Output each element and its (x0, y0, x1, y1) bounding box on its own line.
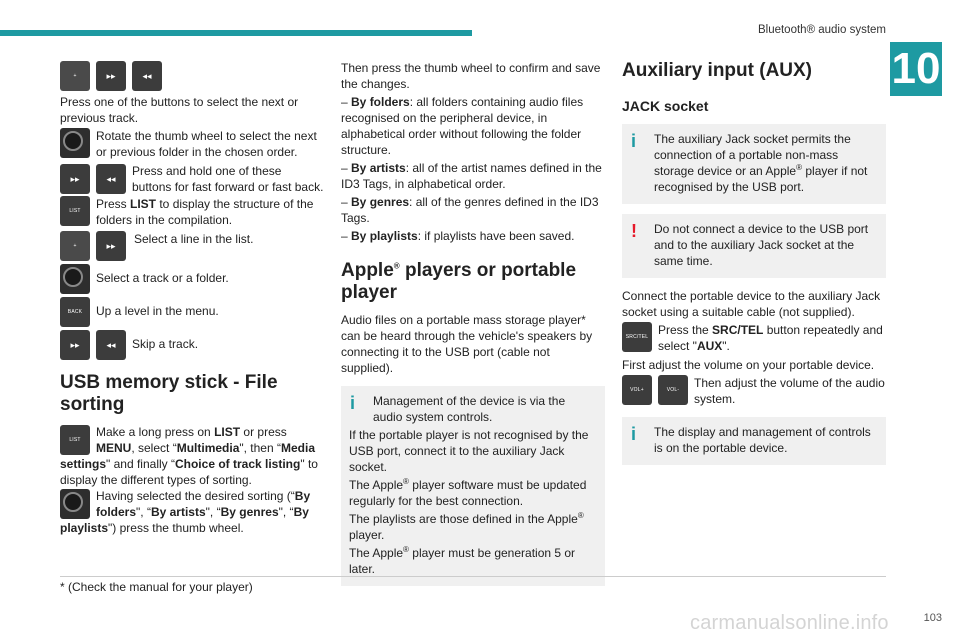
instruction-row (60, 196, 324, 228)
list-item: – By folders: all folders containing audio files recognised on the peripheral device, in alphabetical order without following the folder structure. (341, 95, 584, 157)
column-3 (622, 60, 886, 475)
footnote: * (Check the manual for your player) (60, 580, 253, 594)
paragraph: First adjust the volume on your portable device. (622, 358, 875, 372)
paragraph: Audio files on a portable mass storage player* can be heard through the vehicle's speakers by connecting it to the USB port (cable not supplied). (341, 313, 593, 375)
next-track-icon: ▸▸ (60, 164, 90, 194)
thumb-wheel-icon (60, 264, 90, 294)
info-icon: i (631, 424, 637, 444)
info-icon: i (350, 393, 356, 413)
paragraph: Connect the portable device to the auxiliary Jack socket using a suitable cable (not supplied). (622, 289, 881, 319)
volume-down-icon (658, 375, 688, 405)
volume-up-icon (622, 375, 652, 405)
back-button-label: BACK (67, 309, 83, 315)
info-text: The display and management of controls is on the portable device. (654, 425, 871, 455)
instruction-row (60, 264, 324, 294)
instruction-row (60, 330, 324, 360)
paragraph: Then press the thumb wheel to confirm and save the changes. (341, 61, 601, 91)
info-box (622, 124, 886, 204)
previous-track-icon: ◂◂ (96, 330, 126, 360)
footer-divider (60, 576, 886, 577)
next-track-icon: ▸▸ (60, 330, 90, 360)
subheading-jack: JACK socket (622, 98, 709, 114)
next-track-icon: ▸▸ (96, 231, 126, 261)
thumb-wheel-icon (60, 489, 90, 519)
volume-down-label: VOL- (666, 387, 680, 393)
info-text: The Apple® player must be generation 5 or later. (349, 545, 576, 576)
warning-text: Do not connect a device to the USB port and to the auxiliary Jack socket at the same time. (654, 222, 869, 268)
heading-usb-sorting: USB memory stick - File sorting (60, 372, 278, 415)
paragraph: Press one of the buttons to select the next or previous track. (60, 95, 299, 125)
instruction-row (60, 424, 324, 488)
instruction-row (60, 231, 324, 261)
instruction-row (60, 163, 324, 195)
info-text: The playlists are those defined in the Apple® player. (349, 511, 584, 542)
next-track-icon: ▸▸ (96, 61, 126, 91)
thumb-wheel-plus-icon: + (60, 61, 90, 91)
instruction-row (60, 488, 324, 536)
info-icon: i (631, 131, 637, 151)
src-tel-button-label: SRC/TEL (625, 334, 649, 340)
instruction-row (622, 322, 886, 354)
header-accent-bar (0, 30, 472, 36)
src-tel-button-icon (622, 322, 652, 352)
warning-icon: ! (631, 221, 637, 241)
page-number: 103 (923, 612, 942, 624)
instruction-text: Select a line in the list. (134, 232, 254, 246)
instruction-text: Select a track or a folder. (96, 271, 229, 285)
list-button-label: LIST (69, 437, 81, 443)
instruction-text: Make a long press on LIST or press MENU, select “Multimedia", then “Media settings" and finally “Choice of track listing" to display the different types of sorting. (60, 425, 318, 487)
list-item: – By artists: all of the artist names defined in the ID3 Tags, in alphabetical order. (341, 161, 602, 191)
chapter-number-badge: 10 (890, 42, 942, 96)
instruction-text: Up a level in the menu. (96, 304, 219, 318)
section-title: Bluetooth® audio system (757, 24, 886, 36)
column-2 (341, 60, 605, 596)
instruction-text: Press the SRC/TEL button repeatedly and select "AUX". (658, 323, 883, 353)
column-1 (60, 60, 324, 536)
instruction-text: Press and hold one of these buttons for fast forward or fast back. (132, 164, 324, 194)
list-item: – By playlists: if playlists have been saved. (341, 229, 575, 243)
list-button-icon (60, 196, 90, 226)
heading-aux: Auxiliary input (AUX) (622, 60, 813, 81)
instruction-row (60, 297, 324, 327)
list-item: – By genres: all of the genres defined in the ID3 Tags. (341, 195, 599, 225)
info-box (622, 417, 886, 465)
instruction-text: Having selected the desired sorting (“By folders", “By artists", “By genres", “By playlists") press the thumb wheel. (60, 489, 311, 535)
info-text: The auxiliary Jack socket permits the connection of a portable non-mass storage device or an Apple® player if not recognised by the USB port. (654, 132, 868, 194)
instruction-text: Skip a track. (132, 337, 199, 351)
info-text: The Apple® player software must be updated regularly for the best connection. (349, 477, 587, 508)
info-text: Management of the device is via the audio system controls. (373, 394, 566, 424)
volume-up-label: VOL+ (630, 387, 644, 393)
watermark: carmanualsonline.info (690, 612, 889, 634)
info-box (341, 386, 605, 586)
previous-track-icon: ◂◂ (96, 164, 126, 194)
back-button-icon (60, 297, 90, 327)
list-button-icon (60, 425, 90, 455)
warning-box (622, 214, 886, 278)
thumb-wheel-plus-icon: + (60, 231, 90, 261)
instruction-row (622, 375, 886, 407)
previous-track-icon: ◂◂ (132, 61, 162, 91)
thumb-wheel-icon (60, 128, 90, 158)
instruction-text: Then adjust the volume of the audio system. (694, 376, 885, 406)
button-group-track (60, 61, 324, 91)
heading-apple-players: Apple® players or portable player (341, 260, 577, 303)
info-text: If the portable player is not recognised by the USB port, connect it to the auxiliary Jack socket. (349, 428, 589, 474)
list-button-label: LIST (69, 208, 81, 214)
instruction-text: Press LIST to display the structure of the folders in the compilation. (96, 197, 314, 227)
instruction-row (60, 128, 324, 160)
instruction-text: Rotate the thumb wheel to select the next or previous folder in the chosen order. (96, 129, 317, 159)
